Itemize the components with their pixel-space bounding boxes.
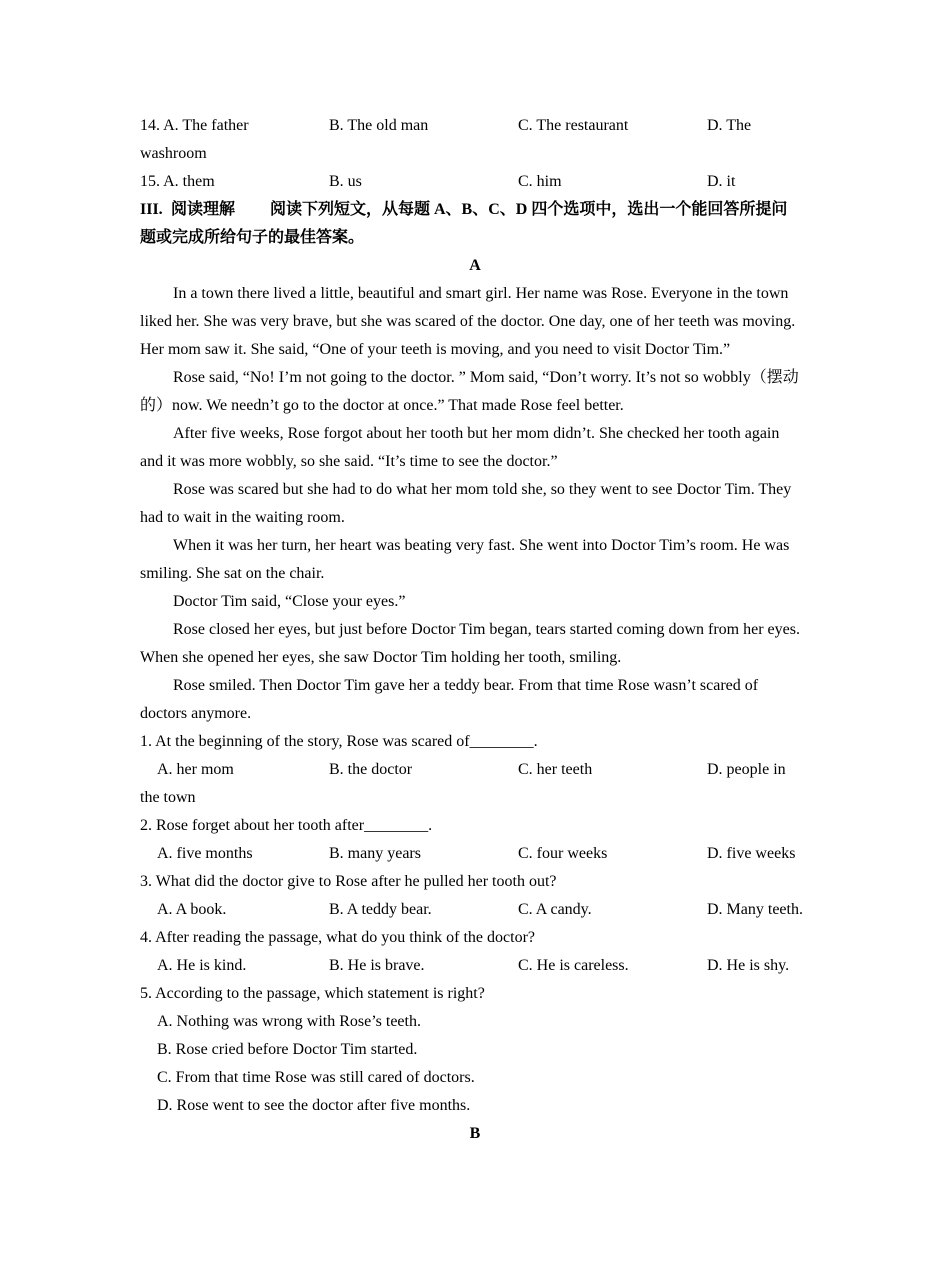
option-a: A. Nothing was wrong with Rose’s teeth. — [157, 1013, 421, 1030]
option-text: A. The father — [163, 117, 249, 134]
section-instruction-line-2: 题或完成所给句子的最佳答案。 — [140, 229, 365, 246]
passage-b-heading: B — [469, 1125, 481, 1142]
question-options — [140, 756, 810, 784]
paragraph-line: Her mom saw it. She said, “One of your teeth is moving, and you need to visit Doctor Tim.” — [140, 341, 731, 358]
question-text: Rose forget about her tooth after________. — [156, 817, 433, 834]
option-b: B. the doctor — [329, 761, 413, 778]
question-options — [140, 840, 810, 868]
section-heading — [140, 196, 810, 224]
question-stem — [140, 980, 810, 1008]
option-c: C. From that time Rose was still cared of doctors. — [157, 1069, 475, 1086]
item-15-options — [140, 168, 810, 196]
option-a: A. A book. — [157, 901, 227, 918]
question-stem — [140, 924, 810, 952]
option-d-continued: the town — [140, 789, 196, 806]
paragraph-line: had to wait in the waiting room. — [140, 509, 345, 526]
page-content — [140, 112, 810, 1148]
option-a: A. He is kind. — [157, 957, 247, 974]
question-5 — [140, 980, 810, 1120]
option-c: C. A candy. — [518, 901, 592, 918]
paragraph-line: liked her. She was very brave, but she was scared of the doctor. One day, one of her teeth was moving. — [140, 313, 796, 330]
option-c: C. four weeks — [518, 845, 608, 862]
item-number: 15. — [140, 173, 160, 190]
section-title: 阅读理解 — [171, 201, 236, 218]
passage-a-paragraph-4 — [140, 476, 810, 532]
question-4 — [140, 924, 810, 980]
paragraph-line: When it was her turn, her heart was beating very fast. She went into Doctor Tim’s room. He was — [173, 537, 790, 554]
paragraph-line: Rose closed her eyes, but just before Doctor Tim began, tears started coming down from her eyes. — [173, 621, 800, 638]
paragraph-line: Rose was scared but she had to do what her mom told she, so they went to see Doctor Tim. They — [173, 481, 792, 498]
option-b: B. many years — [329, 845, 421, 862]
option-b: B. He is brave. — [329, 957, 425, 974]
option-d: D. people in — [707, 761, 786, 778]
question-number: 4. — [140, 929, 152, 946]
item-15-option-c: C. him — [518, 173, 562, 190]
passage-a-paragraph-3 — [140, 420, 810, 476]
question-stem — [140, 812, 810, 840]
question-number: 2. — [140, 817, 152, 834]
item-15-option-d: D. it — [707, 173, 736, 190]
question-1 — [140, 728, 810, 812]
option-c: C. her teeth — [518, 761, 593, 778]
question-text: After reading the passage, what do you think of the doctor? — [155, 929, 536, 946]
question-text: What did the doctor give to Rose after he pulled her tooth out? — [155, 873, 557, 890]
question-number: 1. — [140, 733, 152, 750]
option-a: A. her mom — [157, 761, 234, 778]
question-stem — [140, 728, 810, 756]
passage-a-heading: A — [469, 257, 481, 274]
paragraph-line: After five weeks, Rose forgot about her tooth but her mom didn’t. She checked her tooth again — [173, 425, 780, 442]
option-b: B. A teddy bear. — [329, 901, 432, 918]
passage-a-paragraph-6 — [140, 588, 810, 616]
option-d: D. Rose went to see the doctor after five months. — [157, 1097, 471, 1114]
question-3 — [140, 868, 810, 924]
item-14-option-d-continued: washroom — [140, 145, 207, 162]
paragraph-line: Doctor Tim said, “Close your eyes.” — [173, 593, 406, 610]
question-stem — [140, 868, 810, 896]
paragraph-line: Rose smiled. Then Doctor Tim gave her a teddy bear. From that time Rose wasn’t scared of — [173, 677, 759, 694]
passage-a-paragraph-2 — [140, 364, 810, 420]
question-options — [140, 952, 810, 980]
option-c: C. He is careless. — [518, 957, 629, 974]
item-14-option-d: D. The — [707, 117, 752, 134]
item-15-option-a — [140, 168, 215, 196]
passage-a-paragraph-8 — [140, 672, 810, 728]
question-number: 5. — [140, 985, 152, 1002]
passage-a-paragraph-1 — [140, 280, 810, 364]
paragraph-line: 的）now. We needn’t go to the doctor at once.” That made Rose feel better. — [140, 397, 624, 414]
paragraph-line: doctors anymore. — [140, 705, 252, 722]
paragraph-line: Rose said, “No! I’m not going to the doctor. ” Mom said, “Don’t worry. It’s not so wobbly（摆动 — [173, 369, 799, 386]
question-text: At the beginning of the story, Rose was scared of________. — [155, 733, 538, 750]
section-numeral: III. — [140, 201, 163, 218]
option-d: D. Many teeth. — [707, 901, 803, 918]
paragraph-line: smiling. She sat on the chair. — [140, 565, 325, 582]
option-b: B. Rose cried before Doctor Tim started. — [157, 1041, 418, 1058]
option-d: D. He is shy. — [707, 957, 790, 974]
paragraph-line: and it was more wobbly, so she said. “It’s time to see the doctor.” — [140, 453, 558, 470]
option-d: D. five weeks — [707, 845, 796, 862]
section-instruction-line-1: 阅读下列短文，从每题 A、B、C、D 四个选项中，选出一个能回答所提问 — [270, 201, 788, 218]
paragraph-line: When she opened her eyes, she saw Doctor Tim holding her tooth, smiling. — [140, 649, 622, 666]
paragraph-line: In a town there lived a little, beautiful and smart girl. Her name was Rose. Everyone in the town — [173, 285, 789, 302]
question-number: 3. — [140, 873, 152, 890]
item-14-option-c: C. The restaurant — [518, 117, 629, 134]
option-text: A. them — [163, 173, 215, 190]
item-15-option-b: B. us — [329, 173, 362, 190]
question-2 — [140, 812, 810, 868]
question-options — [140, 896, 810, 924]
option-a: A. five months — [157, 845, 253, 862]
question-text: According to the passage, which statement is right? — [155, 985, 485, 1002]
passage-a-paragraph-5 — [140, 532, 810, 588]
item-14-option-a — [140, 112, 249, 140]
item-14-options — [140, 112, 810, 140]
passage-a-paragraph-7 — [140, 616, 810, 672]
item-14-option-b: B. The old man — [329, 117, 429, 134]
item-number: 14. — [140, 117, 160, 134]
